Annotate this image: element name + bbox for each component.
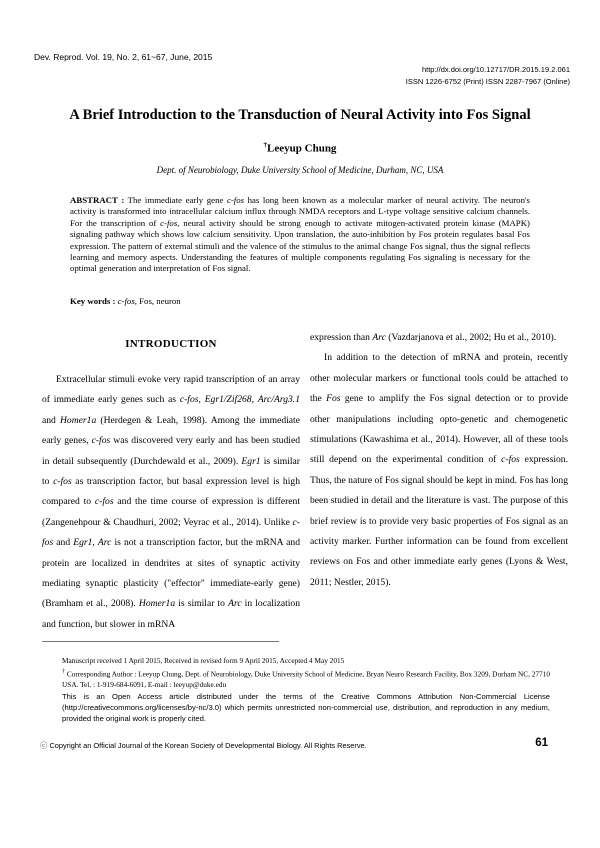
author-dagger: † bbox=[62, 669, 66, 675]
gene-name: Arc/Arg3.1 bbox=[257, 394, 301, 406]
author-affiliation: Dept. of Neurobiology, Duke University School of Medicine, Durham, NC, USA bbox=[156, 165, 444, 175]
body-text: and bbox=[53, 537, 74, 549]
issn-line: ISSN 1226-6752 (Print) ISSN 2287-7967 (Online) bbox=[405, 77, 570, 86]
body-text: is not a transcription factor, but the mRNA and protein are localized in dendrites at sites of synaptic activity mediating synaptic plasticity ("effector" immediate-early gene) (Bramham et al., 2008). bbox=[42, 537, 300, 610]
gene-name: c-fos bbox=[160, 217, 178, 228]
keywords bbox=[70, 296, 181, 306]
author-dagger: † bbox=[263, 141, 268, 149]
gene-name: Fos bbox=[326, 393, 341, 405]
body-text: expression than bbox=[310, 332, 373, 343]
paragraph bbox=[42, 370, 300, 635]
gene-name: Arc bbox=[372, 332, 386, 343]
paragraph bbox=[310, 328, 568, 348]
page-number: 61 bbox=[535, 737, 548, 749]
body-text: is similar to bbox=[175, 598, 229, 610]
gene-name: c-fos bbox=[226, 195, 245, 205]
gene-name: Arc bbox=[228, 598, 242, 610]
body-text: (Vazdarjanova et al., 2002; Hu et al., 2010). bbox=[385, 332, 557, 343]
body-text: expression. Thus, the nature of Fos signal should be kept in mind. Fos has long been studied in detail and the literature is vast. The purpose of this brief review is to provide very basic properties of Fos signal as an activity marker. Further information can be found from excellent reviews on Fos and other immediate early genes (Lyons & West, 2011; Nestler, 2015). bbox=[310, 454, 568, 588]
gene-name: Egr1/Zif268 bbox=[204, 394, 252, 406]
gene-name: c-fos bbox=[179, 394, 199, 406]
footnote-divider bbox=[42, 641, 279, 642]
gene-name: c-fos bbox=[94, 496, 114, 508]
keywords-label: Key words : bbox=[70, 296, 116, 306]
journal-reference: Dev. Reprod. Vol. 19, No. 2, 61~67, June, 2015 bbox=[34, 52, 213, 62]
body-text: as transcription factor, but basal expression level is high compared to bbox=[42, 476, 300, 508]
abstract-text: , neural activity should be strong enough to activate mitogen-activated protein kinase (MAPK) signaling pathway which shows low calcium sensitivity. Upon translation, the auto-inhibition by Fos protein regulates basal Fos expression. The pattern of external stimuli and the valence of the stimulus to the animal change Fos signal, thus the signal reflects learning and memory aspects. Understanding the features of multiple components regulating Fos signaling is necessary for the optimal generation and interpretation of Fos signal. bbox=[70, 217, 530, 274]
body-text: gene to amplify the Fos signal detection or to provide other manipulations including opto-genetic and chemogenetic stimulations (Kawashima et al., 2014). However, all of these tools still depend on the experimental condition of bbox=[310, 393, 568, 466]
body-text: and the time course of expression is different (Zangenehpour & Chaudhuri, 2002; Veyrac et al., 2014). Unlike bbox=[42, 496, 301, 528]
abstract-text: has long been known as a molecular marker of neural activity. The neuron's activity is transformed into intracellular calcium influx through NMDA receptors and L-type voltage sensitive calcium channels. For the transcription of bbox=[70, 195, 530, 228]
article-title: A Brief Introduction to the Transduction of Neural Activity into Fos Signal bbox=[69, 107, 531, 123]
abstract-text: The immediate early gene bbox=[124, 195, 227, 205]
body-text: was discovered very early and has been studied in detail subsequently (Durchdewald et al., 2009). bbox=[42, 435, 300, 467]
manuscript-dates: Manuscript received 1 April 2015, Received in revised form 9 April 2015, Accepted 4 May 2015 bbox=[62, 656, 345, 665]
gene-name: c-fos bbox=[53, 476, 72, 488]
author-line bbox=[0, 141, 600, 155]
paragraph bbox=[310, 348, 568, 593]
abstract bbox=[70, 195, 530, 275]
license-statement: This is an Open Access article distributed under the terms of the Creative Commons Attribution Non-Commercial License (http://creativecommons.org/licenses/by-nc/3.0) which permits unrestricted non-commercial use, distribution, and reproduction in any medium, provided the original work is properly cited. bbox=[62, 692, 550, 724]
keywords-text: , Fos, neuron bbox=[134, 296, 181, 306]
gene-name: Homer1a bbox=[138, 598, 176, 610]
abstract-label: ABSTRACT : bbox=[70, 195, 125, 205]
gene-name: c-fos bbox=[91, 435, 111, 447]
body-text: in localization and function, but slower in mRNA bbox=[42, 598, 301, 630]
body-text: Extracellular stimuli evoke very rapid transcription of an array of immediate early genes such as bbox=[42, 374, 300, 406]
body-text: and bbox=[42, 414, 60, 426]
body-text: , bbox=[92, 537, 98, 549]
author-name: Leeyup Chung bbox=[267, 142, 337, 155]
section-heading-introduction: INTRODUCTION bbox=[125, 338, 217, 350]
gene-name: c-fos bbox=[42, 516, 300, 549]
body-text: (Herdegen & Leah, 1998). Among the immediate early genes, bbox=[42, 414, 300, 447]
gene-name: Homer1a bbox=[60, 414, 97, 426]
gene-name: c-fos bbox=[117, 296, 135, 306]
body-text: , bbox=[251, 394, 258, 406]
copyright-line: ⓒ Copyright an Official Journal of the Korean Society of Developmental Biology. All Rights Reserve. bbox=[40, 741, 367, 750]
gene-name: Egr1 bbox=[73, 537, 93, 549]
body-column-left bbox=[42, 370, 300, 635]
doi-link[interactable]: http://dx.doi.org/10.12717/DR.2015.19.2.061 bbox=[421, 65, 570, 74]
gene-name: Egr1 bbox=[241, 455, 261, 467]
gene-name: c-fos bbox=[501, 454, 520, 466]
corresponding-author-note bbox=[62, 667, 550, 690]
body-text: In addition to the detection of mRNA and protein, recently other molecular markers or functional tools could be attached to the bbox=[310, 352, 568, 405]
corresponding-text: Corresponding Author : Leeyup Chung, Dept. of Neurobiology, Duke University School of Medicine, Bryan Neuro Research Facility, Box 3209, Durham NC, 27710 USA. Tel. : 1-919-684-6091, E-mail : leeyup@duke.edu bbox=[62, 669, 550, 689]
gene-name: Arc bbox=[97, 537, 112, 549]
body-text: , bbox=[198, 394, 205, 406]
body-text: is similar to bbox=[42, 455, 300, 488]
body-column-right bbox=[310, 328, 568, 593]
